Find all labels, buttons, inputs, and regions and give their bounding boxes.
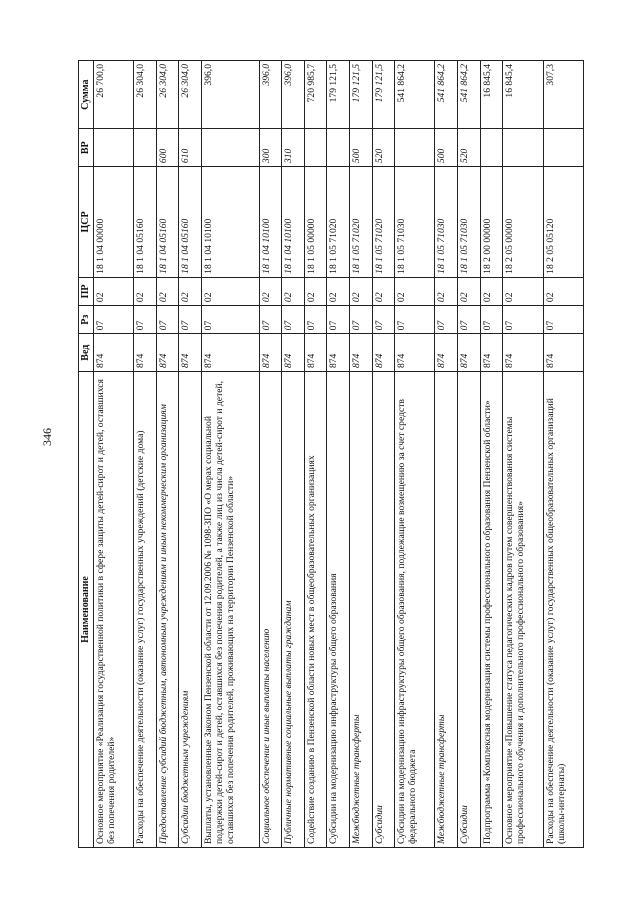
- cell-rz: 07: [350, 306, 373, 334]
- cell-sum: 16 845,4: [480, 61, 503, 129]
- cell-ved: 874: [259, 334, 282, 372]
- cell-sum: 179 121,5: [372, 61, 395, 129]
- budget-table: [78, 60, 584, 848]
- table-body: [93, 61, 583, 848]
- cell-ved: 874: [503, 334, 543, 372]
- cell-sum: 16 845,4: [503, 61, 543, 129]
- cell-csr: 18 1 05 71030: [435, 167, 458, 278]
- cell-csr: 18 2 00 00000: [480, 167, 503, 278]
- cell-rz: 07: [395, 306, 435, 334]
- cell-ved: 874: [543, 334, 584, 372]
- cell-csr: 18 1 04 10100: [259, 167, 282, 278]
- cell-pr: 02: [395, 277, 435, 305]
- cell-ved: 874: [480, 334, 503, 372]
- cell-name: Предоставление субсидий бюджетным, автономным учреждениям и иным некоммерческим организациям: [156, 372, 179, 848]
- cell-name: Субсидии на модернизацию инфраструктуры общего образования, подлежащие возмещению за счет средств федерального бюджета: [395, 372, 435, 848]
- cell-rz: 07: [93, 306, 133, 334]
- cell-vr: 600: [156, 129, 179, 167]
- cell-rz: 07: [327, 306, 350, 334]
- cell-csr: 18 1 05 71030: [458, 167, 481, 278]
- cell-name: Межбюджетные трансферты: [435, 372, 458, 848]
- cell-pr: 02: [480, 277, 503, 305]
- cell-csr: 18 1 04 05160: [179, 167, 202, 278]
- cell-vr: 310: [282, 129, 305, 167]
- cell-pr: 02: [503, 277, 543, 305]
- header-sum: Сумма: [79, 61, 94, 129]
- cell-pr: 02: [327, 277, 350, 305]
- cell-name: Субсидии: [372, 372, 395, 848]
- cell-vr: 520: [458, 129, 481, 167]
- table-row: [93, 61, 133, 848]
- cell-sum: 541 864,2: [435, 61, 458, 129]
- header-pr: ПР: [79, 277, 94, 305]
- cell-vr: [503, 129, 543, 167]
- cell-vr: 610: [179, 129, 202, 167]
- header-name: Наименование: [79, 372, 94, 848]
- cell-ved: 874: [327, 334, 350, 372]
- cell-vr: [133, 129, 156, 167]
- cell-rz: 07: [372, 306, 395, 334]
- cell-pr: 02: [133, 277, 156, 305]
- cell-rz: 07: [458, 306, 481, 334]
- cell-ved: 874: [133, 334, 156, 372]
- cell-ved: 874: [458, 334, 481, 372]
- cell-csr: 18 1 05 71030: [395, 167, 435, 278]
- cell-csr: 18 1 04 05160: [156, 167, 179, 278]
- cell-sum: 307,3: [543, 61, 584, 129]
- cell-pr: 02: [259, 277, 282, 305]
- cell-csr: 18 2 05 00000: [503, 167, 543, 278]
- header-rz: Рз: [79, 306, 94, 334]
- cell-ved: 874: [372, 334, 395, 372]
- cell-ved: 874: [282, 334, 305, 372]
- table-row: [304, 61, 327, 848]
- cell-csr: 18 1 04 10100: [201, 167, 259, 278]
- cell-vr: 300: [259, 129, 282, 167]
- cell-vr: 500: [350, 129, 373, 167]
- rotated-table-container: [78, 60, 584, 848]
- cell-sum: 179 121,5: [327, 61, 350, 129]
- cell-vr: [201, 129, 259, 167]
- cell-sum: 396,0: [282, 61, 305, 129]
- cell-rz: 07: [259, 306, 282, 334]
- cell-ved: 874: [179, 334, 202, 372]
- cell-sum: 720 985,7: [304, 61, 327, 129]
- cell-csr: 18 1 04 10100: [282, 167, 305, 278]
- cell-name: Расходы на обеспечение деятельности (оказание услуг) государственных учреждений (детские дома): [133, 372, 156, 848]
- cell-name: Основное мероприятие «Реализация государственной политики в сфере защиты детей-сирот и детей, оставшихся без попечения родителей»: [93, 372, 133, 848]
- cell-ved: 874: [156, 334, 179, 372]
- cell-pr: 02: [93, 277, 133, 305]
- cell-name: Расходы на обеспечение деятельности (оказание услуг) государственных общеобразовательных организаций (школы-интернаты): [543, 372, 584, 848]
- cell-sum: 179 121,5: [350, 61, 373, 129]
- cell-pr: 02: [201, 277, 259, 305]
- cell-vr: [327, 129, 350, 167]
- cell-csr: 18 2 05 05120: [543, 167, 584, 278]
- table-row: [543, 61, 584, 848]
- cell-rz: 07: [179, 306, 202, 334]
- cell-vr: [395, 129, 435, 167]
- cell-vr: [93, 129, 133, 167]
- table-row: [372, 61, 395, 848]
- cell-name: Содействие созданию в Пензенской области новых мест в общеобразовательных организациях: [304, 372, 327, 848]
- header-csr: ЦСР: [79, 167, 94, 278]
- table-row: [156, 61, 179, 848]
- table-row: [201, 61, 259, 848]
- table-header-row: [79, 61, 94, 848]
- cell-csr: 18 1 05 71020: [372, 167, 395, 278]
- cell-rz: 07: [201, 306, 259, 334]
- cell-csr: 18 1 05 71020: [327, 167, 350, 278]
- cell-rz: 07: [503, 306, 543, 334]
- cell-sum: 26 304,0: [156, 61, 179, 129]
- cell-sum: 396,0: [201, 61, 259, 129]
- cell-pr: 02: [282, 277, 305, 305]
- cell-ved: 874: [93, 334, 133, 372]
- table-row: [395, 61, 435, 848]
- cell-ved: 874: [435, 334, 458, 372]
- cell-sum: 26 304,0: [133, 61, 156, 129]
- cell-pr: 02: [435, 277, 458, 305]
- table-row: [179, 61, 202, 848]
- cell-rz: 07: [304, 306, 327, 334]
- cell-rz: 07: [156, 306, 179, 334]
- table-row: [480, 61, 503, 848]
- table-row: [327, 61, 350, 848]
- cell-csr: 18 1 05 71020: [350, 167, 373, 278]
- cell-pr: 02: [458, 277, 481, 305]
- cell-pr: 02: [179, 277, 202, 305]
- cell-name: Основное мероприятие «Повышение статуса педагогических кадров путем совершенствования системы профессионального обучения и дополнительного профессионального образования»: [503, 372, 543, 848]
- cell-name: Выплаты, установленные Законом Пензенской области от 12.09.2006 № 1098-ЗПО «О мерах социальной поддержки детей-сирот и детей, оставшихся без попечения родителей, а также лиц из числа детей-сирот и детей, оставшихся без попечения родителей, проживающих на территории Пензенской области»: [201, 372, 259, 848]
- cell-csr: 18 1 04 05160: [133, 167, 156, 278]
- cell-name: Подпрограмма «Комплексная модернизация системы профессионального образования Пензенской области»: [480, 372, 503, 848]
- cell-sum: 541 864,2: [395, 61, 435, 129]
- cell-sum: 541 864,2: [458, 61, 481, 129]
- table-row: [503, 61, 543, 848]
- cell-vr: 500: [435, 129, 458, 167]
- cell-name: Субсидии бюджетным учреждениям: [179, 372, 202, 848]
- cell-rz: 07: [435, 306, 458, 334]
- cell-pr: 02: [543, 277, 584, 305]
- header-ved: Вед: [79, 334, 94, 372]
- cell-ved: 874: [395, 334, 435, 372]
- cell-name: Субсидии: [458, 372, 481, 848]
- cell-name: Социальное обеспечение и иные выплаты населению: [259, 372, 282, 848]
- cell-pr: 02: [304, 277, 327, 305]
- cell-name: Публичные нормативные социальные выплаты гражданам: [282, 372, 305, 848]
- cell-sum: 396,0: [259, 61, 282, 129]
- cell-name: Субсидии на модернизацию инфраструктуры общего образования: [327, 372, 350, 848]
- cell-sum: 26 700,0: [93, 61, 133, 129]
- cell-pr: 02: [350, 277, 373, 305]
- cell-rz: 07: [480, 306, 503, 334]
- cell-rz: 07: [543, 306, 584, 334]
- table-row: [259, 61, 282, 848]
- cell-name: Межбюджетные трансферты: [350, 372, 373, 848]
- cell-vr: [480, 129, 503, 167]
- cell-pr: 02: [156, 277, 179, 305]
- table-row: [350, 61, 373, 848]
- cell-csr: 18 1 04 00000: [93, 167, 133, 278]
- cell-vr: 520: [372, 129, 395, 167]
- table-row: [435, 61, 458, 848]
- cell-rz: 07: [133, 306, 156, 334]
- cell-vr: [304, 129, 327, 167]
- cell-ved: 874: [304, 334, 327, 372]
- cell-vr: [543, 129, 584, 167]
- cell-sum: 26 304,0: [179, 61, 202, 129]
- page-number: 346: [40, 428, 54, 446]
- cell-ved: 874: [350, 334, 373, 372]
- header-vr: ВР: [79, 129, 94, 167]
- table-row: [282, 61, 305, 848]
- table-row: [458, 61, 481, 848]
- table-row: [133, 61, 156, 848]
- cell-csr: 18 1 05 00000: [304, 167, 327, 278]
- cell-pr: 02: [372, 277, 395, 305]
- cell-ved: 874: [201, 334, 259, 372]
- cell-rz: 07: [282, 306, 305, 334]
